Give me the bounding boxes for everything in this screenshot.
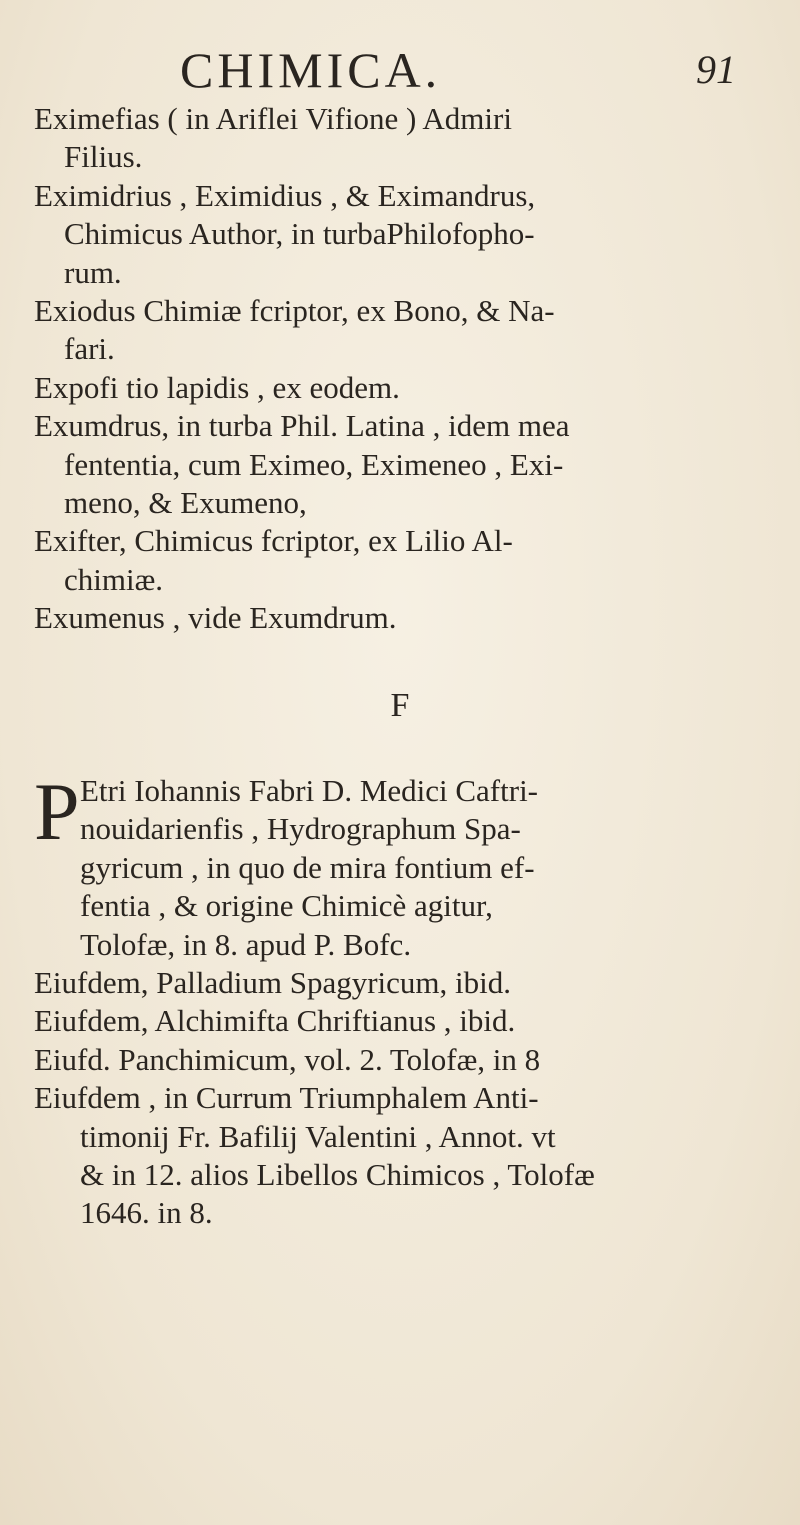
page-number: 91 [696,47,736,92]
section-letter-heading: F [390,687,410,724]
text-line: Eximidrius , Eximidius , & Eximandrus, [34,177,536,213]
text-line: timonij Fr. Bafilij Valentini , Annot. vt [80,1118,556,1154]
text-line: rum. [64,254,122,290]
text-line: 1646. in 8. [80,1195,213,1231]
page-header [0,40,800,100]
running-title: CHIMICA. [180,42,442,98]
text-line: Exumdrus, in turba Phil. Latina , idem mea [34,408,570,444]
text-line: Tolofæ, in 8. apud P. Bofc. [80,926,412,962]
text-line: fententia, cum Eximeo, Eximeneo , Exi- [64,446,564,482]
section-f-entries [34,766,774,1233]
text-line: gyricum , in quo de mira fontium ef- [80,849,535,885]
text-line: Etri Iohannis Fabri D. Medici Caftri- [80,773,539,808]
text-line: Filius. [64,139,143,175]
text-line: meno, & Exumeno, [64,485,307,521]
section-e-entries [34,100,774,638]
text-line: fari. [64,331,115,367]
text-line: Exumenus , vide Exumdrum. [34,600,397,636]
text-line: & in 12. alios Libellos Chimicos , Tolofæ [80,1157,595,1193]
text-line: Eiufdem , in Currum Triumphalem Anti- [34,1080,539,1116]
text-line: Expofi tio lapidis , ex eodem. [34,369,400,405]
text-line: Eiufd. Panchimicum, vol. 2. Tolofæ, in 8 [34,1041,541,1077]
text-line: Exiodus Chimiæ fcriptor, ex Bono, & Na- [34,293,555,329]
text-line: chimiæ. [64,561,164,597]
text-line: Eximefias ( in Ariflei Vifione ) Admiri [34,101,512,136]
text-line: Eiufdem, Alchimifta Chriftianus , ibid. [34,1003,516,1039]
drop-cap: P [34,766,80,857]
text-line: Eiufdem, Palladium Spagyricum, ibid. [34,965,511,1001]
text-line: Chimicus Author, in turbaPhilofopho- [64,216,535,252]
text-line: nouidarienfis , Hydrographum Spa- [80,811,521,847]
text-line: Exifter, Chimicus fcriptor, ex Lilio Al- [34,523,513,559]
text-line: fentia , & origine Chimicè agitur, [80,888,493,924]
